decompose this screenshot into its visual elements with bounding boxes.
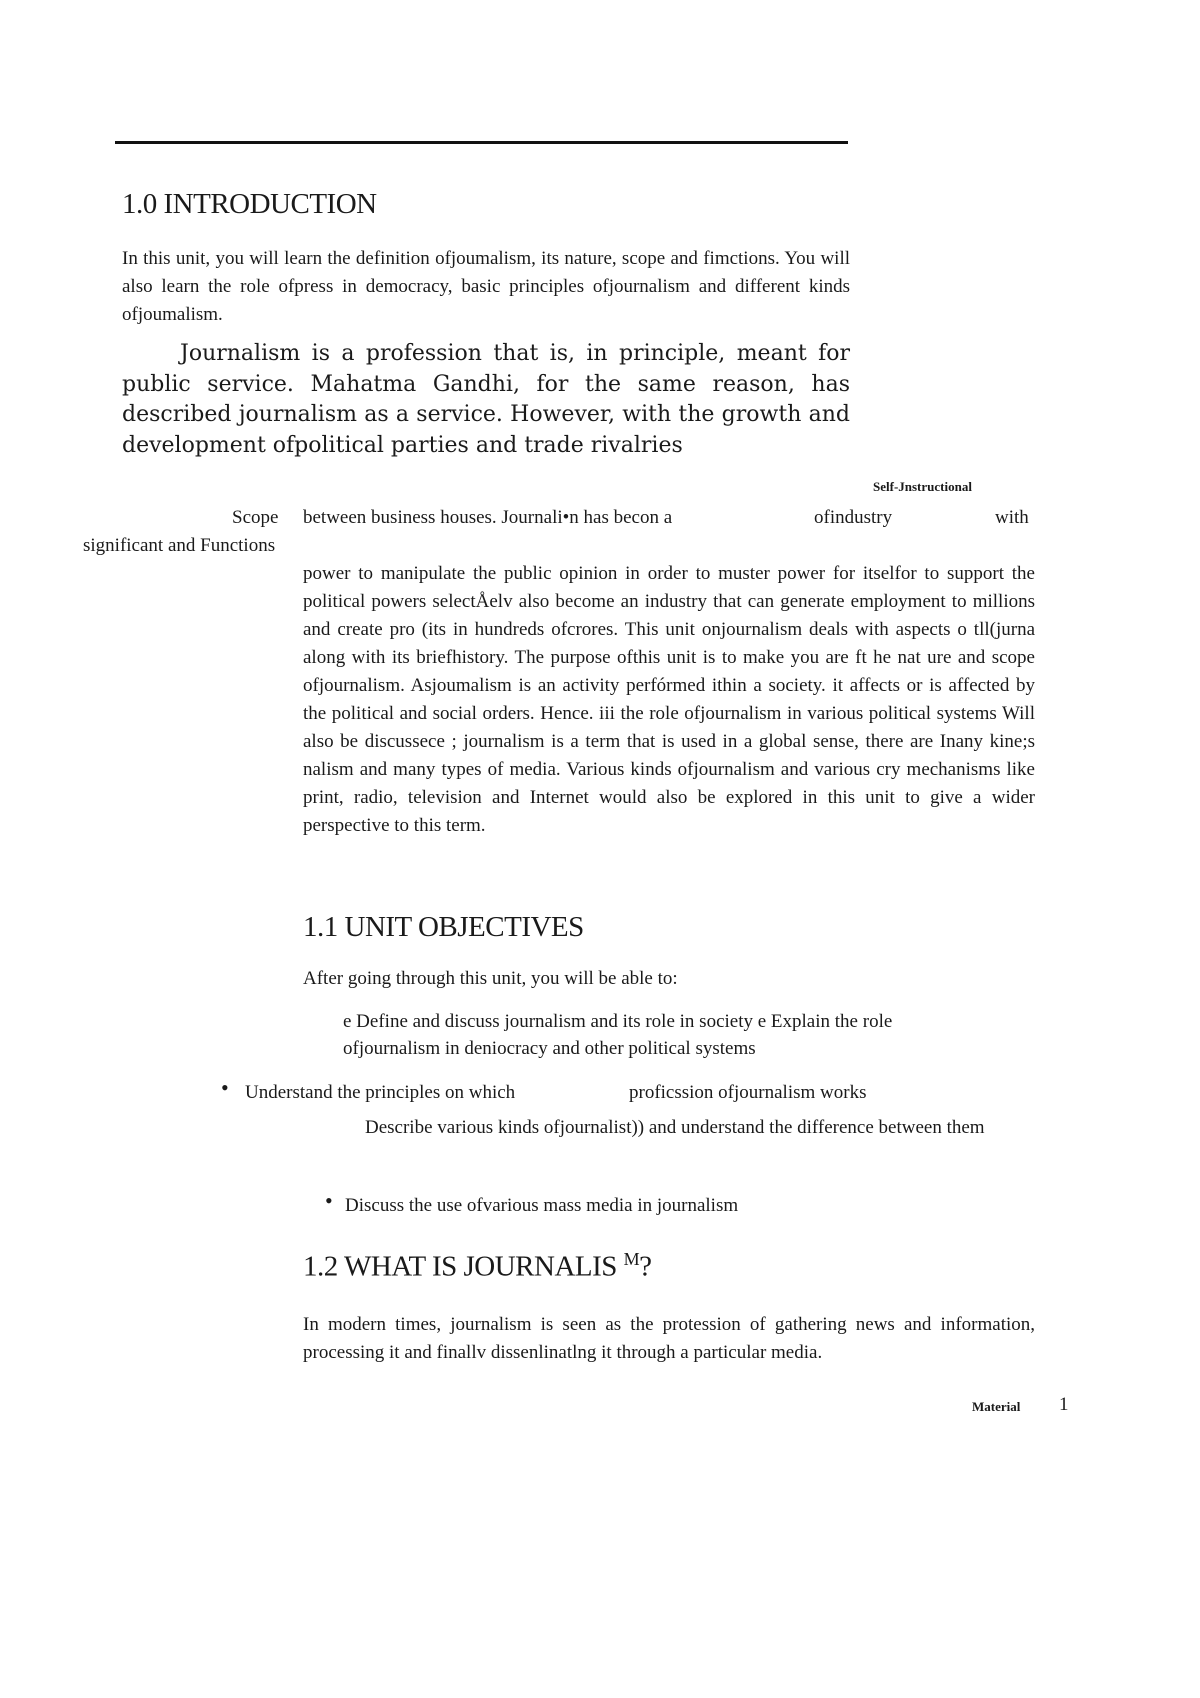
objective-item-1-line-2: ofjournalism in deniocracy and other political systems bbox=[343, 1038, 756, 1059]
text-line-ofindustry: ofindustry bbox=[814, 507, 893, 528]
intro-paragraph-1: In this unit, you will learn the definition ofjoumalism, its nature, scope and fimctions. You will also learn the role ofpress in democracy, basic principles ofjournalism and different kinds ofjoumalism. bbox=[122, 248, 850, 325]
objective-item-3: Describe various kinds ofjournalist)) and understand the difference between them bbox=[365, 1117, 985, 1138]
side-label-functions: significant and Functions bbox=[83, 535, 276, 556]
objective-item-2-part-1: Understand the principles on which bbox=[245, 1082, 516, 1103]
heading-what-is-journalism-end: ? bbox=[639, 1250, 652, 1283]
intro-paragraph-2: Journalism is a profession that is, in principle, meant for public service. Mahatma Gandhi, for the same reason, has described journalism as a service. However, with the growth and development ofpolitical parties and trade rivalries bbox=[122, 341, 850, 458]
footer-label-material: Material bbox=[972, 1399, 1021, 1414]
top-rule bbox=[115, 141, 848, 144]
text-line-with: with bbox=[995, 507, 1029, 528]
margin-note-self-instructional: Self-Jnstructional bbox=[873, 479, 972, 494]
what-is-paragraph: In modern times, journalism is seen as the protession of gathering news and information, processing it and finallv dissenlinatlng it through a particular media. bbox=[303, 1314, 1035, 1363]
page-number: 1 bbox=[1059, 1394, 1069, 1415]
objective-item-2-part-2: proficssion ofjournalism works bbox=[629, 1082, 867, 1103]
objective-item-1-line-1: e Define and discuss journalism and its role in society e Explain the role bbox=[343, 1011, 893, 1032]
objective-item-4: Discuss the use ofvarious mass media in journalism bbox=[345, 1195, 739, 1216]
bullet-icon: • bbox=[325, 1188, 333, 1213]
heading-introduction: 1.0 INTRODUCTION bbox=[122, 188, 377, 220]
text-line-business-houses: between business houses. Journali•n has becon a bbox=[303, 507, 673, 528]
side-label-scope: Scope bbox=[232, 507, 279, 528]
heading-what-is-journalism-sup: M bbox=[623, 1249, 640, 1269]
bullet-icon: • bbox=[221, 1075, 229, 1100]
objectives-lead: After going through this unit, you will be able to: bbox=[303, 968, 678, 989]
heading-what-is-journalism-text: 1.2 WHAT IS JOURNALIS bbox=[303, 1250, 617, 1283]
heading-unit-objectives: 1.1 UNIT OBJECTIVES bbox=[303, 911, 584, 943]
intro-paragraph-3: power to manipulate the public opinion in order to muster power for itselfor to support the political powers selectÅelv also become an industry that can generate employment to millions and create pro (its in hundreds ofcrores. This unit onjournalism deals with aspects o tll(jurna along with its briefhistory. The purpose ofthis unit is to make you are ft he nat ure and scope ofjournalism. Asjoumalism is an activity perfórmed ithin a society. it affects or is affected by the political and social orders. Hence. iii the role ofjournalism in various political systems Will also be discussece ; journalism is a term that is used in a global sense, there are Inany kine;s nalism and many types of media. Various kinds ofjournalism and various cry mechanisms like print, radio, television and Internet would also be explored in this unit to give a wider perspective to this term. bbox=[303, 563, 1035, 836]
heading-what-is-journalism bbox=[303, 1249, 652, 1284]
